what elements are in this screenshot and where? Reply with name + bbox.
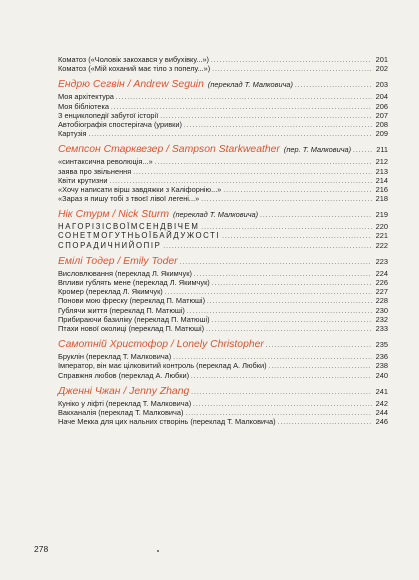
dot-leader	[212, 280, 372, 289]
entry-page: 201	[375, 55, 388, 64]
dot-leader	[269, 363, 372, 372]
entry-page: 244	[375, 407, 388, 417]
dot-leader	[206, 326, 372, 335]
dot-leader	[116, 94, 372, 103]
entry-page: 214	[375, 175, 388, 185]
toc-entry	[58, 371, 388, 380]
entry-title: Автобіографія спостерігача (уривки)	[58, 119, 183, 129]
entry-title: Вакханалія (переклад Т. Малковича)	[58, 407, 184, 417]
toc-entry	[58, 92, 388, 101]
author-heading	[58, 254, 388, 269]
entry-title: Квіти крутизни	[58, 175, 108, 185]
toc-entry	[58, 102, 388, 111]
entry-page: 216	[375, 184, 388, 194]
entry-page: 226	[375, 278, 388, 287]
toc-entry	[58, 111, 388, 120]
toc-entry	[58, 55, 388, 64]
entry-title: З енциклопедії забутої історії	[58, 110, 159, 120]
entry-title: СОНЕТМОГУТНЬОЇБАЙДУЖОСТІ	[58, 231, 221, 241]
entry-page: 246	[375, 417, 388, 427]
entry-page: 240	[375, 370, 388, 380]
dot-leader	[223, 187, 372, 196]
author-name: Дженні Чжан / Jenny Zhang	[58, 385, 190, 397]
toc-entry	[58, 278, 388, 287]
toc-entry	[58, 157, 388, 166]
toc-entry	[58, 167, 388, 176]
entry-title: Бруклін (переклад Т. Малковича)	[58, 352, 172, 362]
section-page: 241	[375, 386, 388, 396]
dot-leader	[133, 169, 372, 178]
author-section	[58, 254, 388, 333]
author-name: Самотній Христофор / Lonely Christopher	[58, 339, 264, 351]
toc-entry	[58, 361, 388, 370]
entry-page: 206	[375, 101, 388, 111]
entry-title: Моя архітектура	[58, 92, 114, 102]
dot-leader	[201, 196, 372, 205]
entry-page: 212	[375, 157, 388, 167]
section-page: 223	[375, 256, 388, 266]
translator-note: (переклад Т. Малковича)	[172, 210, 259, 220]
entry-title: Понови мою фреску (переклад П. Матюші)	[58, 296, 206, 306]
entry-title: «Зараз я пишу тобі з твоєї лівої легені...»	[58, 194, 200, 204]
toc-entry	[58, 222, 388, 231]
translator-note: (переклад Т. Малковича)	[207, 80, 294, 90]
entry-title: Прибираючи базиліку (переклад П. Матюші)	[58, 314, 210, 324]
entry-page: 222	[375, 240, 388, 250]
dot-leader	[201, 224, 372, 233]
toc-entry	[58, 64, 388, 73]
toc-entry	[58, 269, 388, 278]
entry-title: Коматоз («Чоловік закохався у вибухівку...»)	[58, 55, 210, 64]
toc-entry	[58, 231, 388, 240]
author-heading	[58, 384, 388, 399]
entry-page: 230	[375, 305, 388, 315]
author-heading	[58, 207, 388, 222]
toc-entry	[58, 306, 388, 315]
toc-entry	[58, 352, 388, 361]
toc-entry	[58, 399, 388, 408]
toc-entry	[58, 120, 388, 129]
entry-title: заява про звільнення	[58, 166, 132, 176]
dot-leader	[160, 113, 372, 122]
entry-title: Наче Мекка для цих нальних створінь (переклад Т. Малковича)	[58, 417, 276, 427]
author-section	[58, 77, 388, 138]
toc-entry	[58, 417, 388, 426]
entry-page: 202	[375, 64, 388, 74]
entry-page: 208	[375, 119, 388, 129]
entry-title: Куніко у ліфті (переклад Т. Малковича)	[58, 398, 192, 408]
entry-page: 220	[375, 222, 388, 232]
section-page: 235	[375, 340, 388, 350]
entry-page: 224	[375, 268, 388, 278]
toc-entry	[58, 315, 388, 324]
author-section	[58, 337, 388, 380]
entry-page: 233	[375, 323, 388, 333]
entry-title: Моя бібліотека	[58, 101, 110, 111]
toc-entry	[58, 194, 388, 203]
author-section	[58, 142, 388, 203]
dot-leader	[207, 298, 372, 307]
dot-leader	[278, 419, 372, 428]
toc-entry	[58, 185, 388, 194]
entry-title: СПОРАДИЧНИЙОПІР	[58, 240, 162, 250]
entry-title: НАГОРІЗІСВОЇМСЕНДВІЧЕМ	[58, 222, 200, 232]
entry-title: Кромер (переклад Л. Якимчук)	[58, 287, 163, 297]
dot-leader	[212, 317, 372, 326]
entry-title: Впливи гублять мене (переклад Л. Якимчук)	[58, 278, 210, 287]
author-heading	[58, 337, 388, 352]
entry-page: 218	[375, 194, 388, 204]
entry-page: 242	[375, 398, 388, 408]
toc-entry	[58, 241, 388, 250]
toc-entry	[58, 129, 388, 138]
dot-leader	[211, 57, 372, 66]
entry-page: 207	[375, 110, 388, 120]
print-mark	[157, 550, 159, 552]
author-heading	[58, 77, 388, 92]
toc-entry	[58, 287, 388, 296]
entry-page: 228	[375, 296, 388, 306]
entry-title: Висловлювання (переклад Л. Якимчук)	[58, 268, 192, 278]
entry-page: 238	[375, 361, 388, 371]
dot-leader	[191, 386, 372, 401]
section-page: 203	[375, 80, 388, 90]
dot-leader	[222, 233, 372, 242]
dot-leader	[295, 79, 372, 94]
toc-entry	[58, 176, 388, 185]
author-name: Нік Стурм / Nick Sturm	[58, 209, 169, 221]
dot-leader	[193, 401, 372, 410]
dot-leader	[89, 131, 372, 140]
dot-leader	[212, 66, 372, 75]
entry-title: «синтаксична революція...»	[58, 157, 153, 167]
entry-page: 236	[375, 352, 388, 362]
entry-title: Справжня любов (переклад А. Любки)	[58, 370, 190, 380]
entry-title: Гублячи життя (переклад П. Матюші)	[58, 305, 185, 315]
entry-page: 213	[375, 166, 388, 176]
toc-entry	[58, 408, 388, 417]
dot-leader	[266, 339, 372, 354]
author-name: Семпсон Старквезер / Sampson Starkweather	[58, 144, 280, 156]
table-of-contents	[58, 55, 388, 426]
entry-page: 209	[375, 129, 388, 139]
page-number: 278	[34, 544, 49, 554]
toc-entry	[58, 296, 388, 305]
entry-title: «Хочу написати вірш завдяжки з Каліфорнію...»	[58, 184, 222, 194]
entry-page: 221	[375, 231, 388, 241]
dot-leader	[353, 144, 372, 159]
section-page: 219	[375, 210, 388, 220]
dot-leader	[180, 256, 372, 271]
entry-title: Імператор, він має цілковитий контроль (переклад А. Любки)	[58, 361, 267, 371]
author-name: Ендрю Сегвін / Andrew Seguin	[58, 79, 204, 91]
entry-title: Картузія	[58, 129, 87, 139]
dot-leader	[191, 373, 372, 382]
author-section	[58, 207, 388, 250]
dot-leader	[155, 159, 372, 168]
author-name: Емілі Тодер / Emily Toder	[58, 255, 178, 267]
dot-leader	[163, 243, 372, 252]
translator-note: (пер. Т. Малковича)	[283, 145, 352, 155]
dot-leader	[260, 209, 372, 224]
dot-leader	[194, 271, 372, 280]
entry-page: 204	[375, 92, 388, 102]
author-heading	[58, 142, 388, 157]
entry-title: Коматоз («Мій коханий має тіло з попелу...»)	[58, 64, 211, 74]
section-page: 211	[376, 145, 388, 155]
entry-page: 232	[375, 314, 388, 324]
dot-leader	[187, 308, 372, 317]
entry-title: Птахи нової околиці (переклад П. Матюші)	[58, 323, 205, 333]
toc-entry	[58, 324, 388, 333]
author-section	[58, 384, 388, 427]
entry-page: 227	[375, 287, 388, 297]
dot-leader	[184, 122, 372, 131]
